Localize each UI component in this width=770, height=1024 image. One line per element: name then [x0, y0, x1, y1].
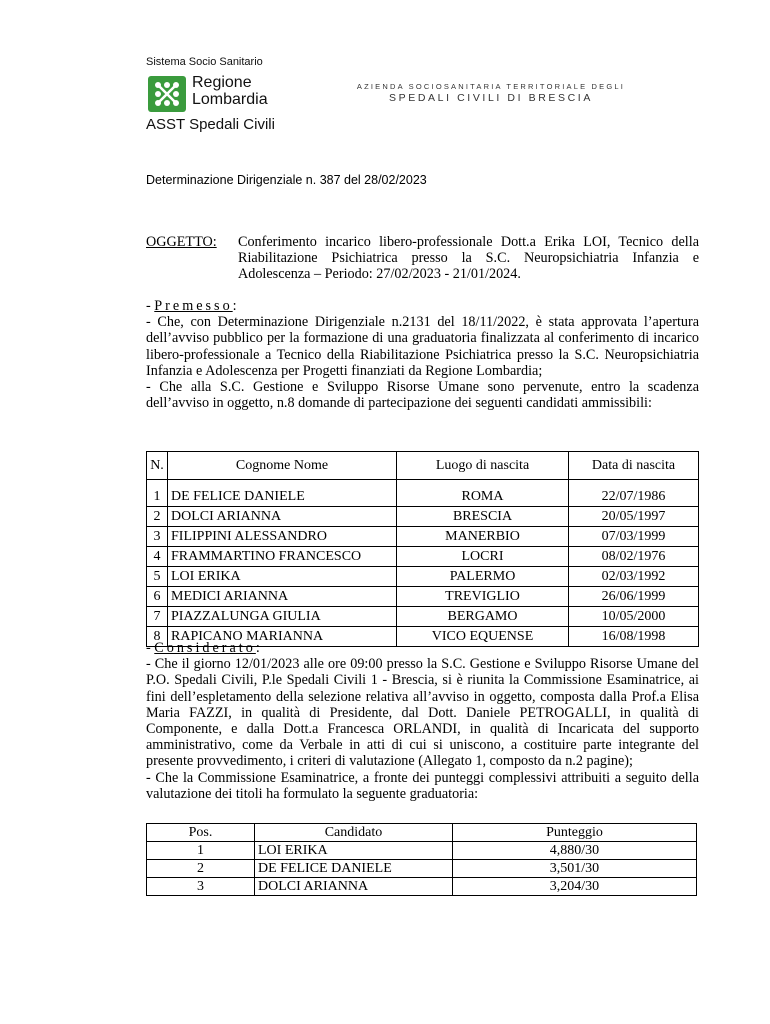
- col-header-score: Punteggio: [453, 824, 697, 842]
- table-row: [147, 527, 699, 547]
- cell-score: 3,204/30: [453, 878, 697, 896]
- system-label: Sistema Socio Sanitario: [146, 56, 263, 68]
- cell-birthplace: BERGAMO: [397, 607, 569, 627]
- cell-name: DOLCI ARIANNA: [168, 507, 397, 527]
- premesso-heading: [146, 298, 699, 314]
- cell-number: 5: [147, 567, 168, 587]
- cell-birthplace: PALERMO: [397, 567, 569, 587]
- cell-birthdate: 26/06/1999: [569, 587, 699, 607]
- logo-block: [146, 56, 316, 136]
- premesso-heading-text: Premesso: [154, 298, 233, 314]
- cell-birthdate: 10/05/2000: [569, 607, 699, 627]
- cell-name: FRAMMARTINO FRANCESCO: [168, 547, 397, 567]
- table-header-row: [147, 452, 699, 480]
- rosa-camuna-icon: [148, 76, 186, 112]
- cell-name: DE FELICE DANIELE: [168, 480, 397, 507]
- cell-number: 1: [147, 480, 168, 507]
- table-row: [147, 480, 699, 507]
- cell-birthdate: 07/03/1999: [569, 527, 699, 547]
- region-line-1: Regione: [192, 74, 252, 91]
- cell-position: 3: [147, 878, 255, 896]
- table-row: [147, 878, 697, 896]
- candidates-table: [146, 451, 699, 647]
- cell-birthdate: 22/07/1986: [569, 480, 699, 507]
- considerato-heading-text: Considerato: [154, 640, 256, 656]
- cell-position: 1: [147, 842, 255, 860]
- considerato-section: [146, 640, 699, 802]
- cell-birthplace: ROMA: [397, 480, 569, 507]
- regione-lombardia-logo-icon: [148, 76, 186, 112]
- region-line-2: Lombardia: [192, 91, 268, 108]
- considerato-prefix: -: [146, 640, 155, 656]
- premesso-section: [146, 298, 699, 411]
- col-header-birthdate: Data di nascita: [569, 452, 699, 480]
- col-header-number: N.: [147, 452, 168, 480]
- premesso-prefix: -: [146, 298, 155, 314]
- cell-birthdate: 02/03/1992: [569, 567, 699, 587]
- cell-name: RAPICANO MARIANNA: [168, 627, 397, 647]
- considerato-paragraph-1: - Che il giorno 12/01/2023 alle ore 09:00 presso la S.C. Gestione e Sviluppo Risorse Umane del P.O. Spedali Civili, P.le Spedali Civili 1 - Brescia, si è riunita la Commissione Esaminatrice, ai fini dell’espletamento della selezione relativa all’avviso in oggetto, composta dalla Prof.a Elisa Maria FAZZI, in qualità di Presidente, dal Dott. Daniele PETROGALLI, in qualità di Componente, e dalla Dott.a Francesca ORLANDI, in qualità di Incaricata del supporto amministrativo, come da Verbale in atti di cui si uniscono, a costituire parte integrante del presente provvedimento, i criteri di valutazione (Allegato 1, composto da n.2 pagine);: [146, 656, 699, 770]
- premesso-suffix: :: [232, 298, 237, 314]
- subject-label: OGGETTO:: [146, 234, 217, 250]
- cell-candidate: LOI ERIKA: [255, 842, 453, 860]
- cell-score: 3,501/30: [453, 860, 697, 878]
- cell-name: PIAZZALUNGA GIULIA: [168, 607, 397, 627]
- col-header-candidate: Candidato: [255, 824, 453, 842]
- table-row: [147, 547, 699, 567]
- cell-birthplace: BRESCIA: [397, 507, 569, 527]
- table-row: [147, 860, 697, 878]
- cell-score: 4,880/30: [453, 842, 697, 860]
- cell-number: 4: [147, 547, 168, 567]
- cell-number: 3: [147, 527, 168, 547]
- cell-candidate: DE FELICE DANIELE: [255, 860, 453, 878]
- premesso-paragraph-1: - Che, con Determinazione Dirigenziale n.2131 del 18/11/2022, è stata approvata l’apertura dell’avviso pubblico per la formazione di una graduatoria finalizzata al conferimento di incarico libero-professionale a Tecnico della Riabilitazione Psichiatrica presso la S.C. Neuropsichiatria Infanzia e Adolescenza per Progetti finanziati da Regione Lombardia;: [146, 314, 699, 379]
- premesso-paragraph-2: - Che alla S.C. Gestione e Sviluppo Risorse Umane sono pervenute, entro la scadenza dell’avviso in oggetto, n.8 domande di partecipazione dei seguenti candidati ammissibili:: [146, 379, 699, 412]
- considerato-heading: [146, 640, 699, 656]
- region-name: [192, 74, 268, 108]
- cell-name: FILIPPINI ALESSANDRO: [168, 527, 397, 547]
- cell-birthplace: VICO EQUENSE: [397, 627, 569, 647]
- cell-position: 2: [147, 860, 255, 878]
- col-header-name: Cognome Nome: [168, 452, 397, 480]
- cell-birthplace: LOCRI: [397, 547, 569, 567]
- col-header-birthplace: Luogo di nascita: [397, 452, 569, 480]
- table-row: [147, 507, 699, 527]
- subject-text: Conferimento incarico libero-professionale Dott.a Erika LOI, Tecnico della Riabilitazione Psichiatrica presso la S.C. Neuropsichiatria Infanzia e Adolescenza – Periodo: 27/02/2023 - 21/01/2024.: [238, 234, 699, 283]
- cell-birthplace: TREVIGLIO: [397, 587, 569, 607]
- agency-line-2: SPEDALI CIVILI DI BRESCIA: [389, 92, 593, 104]
- table-row: [147, 587, 699, 607]
- cell-number: 6: [147, 587, 168, 607]
- table-row: [147, 607, 699, 627]
- cell-number: 8: [147, 627, 168, 647]
- table-header-row: [147, 824, 697, 842]
- col-header-position: Pos.: [147, 824, 255, 842]
- considerato-paragraph-2: - Che la Commissione Esaminatrice, a fronte dei punteggi complessivi attribuiti a seguito della valutazione dei titoli ha formulato la seguente graduatoria:: [146, 769, 699, 802]
- determination-reference: Determinazione Dirigenziale n. 387 del 28/02/2023: [146, 173, 427, 187]
- cell-birthplace: MANERBIO: [397, 527, 569, 547]
- table-row: [147, 567, 699, 587]
- cell-birthdate: 08/02/1976: [569, 547, 699, 567]
- cell-birthdate: 16/08/1998: [569, 627, 699, 647]
- ranking-table: [146, 823, 697, 896]
- cell-number: 2: [147, 507, 168, 527]
- cell-name: LOI ERIKA: [168, 567, 397, 587]
- considerato-suffix: :: [255, 640, 260, 656]
- cell-birthdate: 20/05/1997: [569, 507, 699, 527]
- cell-name: MEDICI ARIANNA: [168, 587, 397, 607]
- agency-line-1: AZIENDA SOCIOSANITARIA TERRITORIALE DEGLI: [356, 82, 626, 91]
- cell-number: 7: [147, 607, 168, 627]
- agency-header: [336, 82, 646, 104]
- table-row: [147, 842, 697, 860]
- asst-label: ASST Spedali Civili: [146, 116, 275, 133]
- cell-candidate: DOLCI ARIANNA: [255, 878, 453, 896]
